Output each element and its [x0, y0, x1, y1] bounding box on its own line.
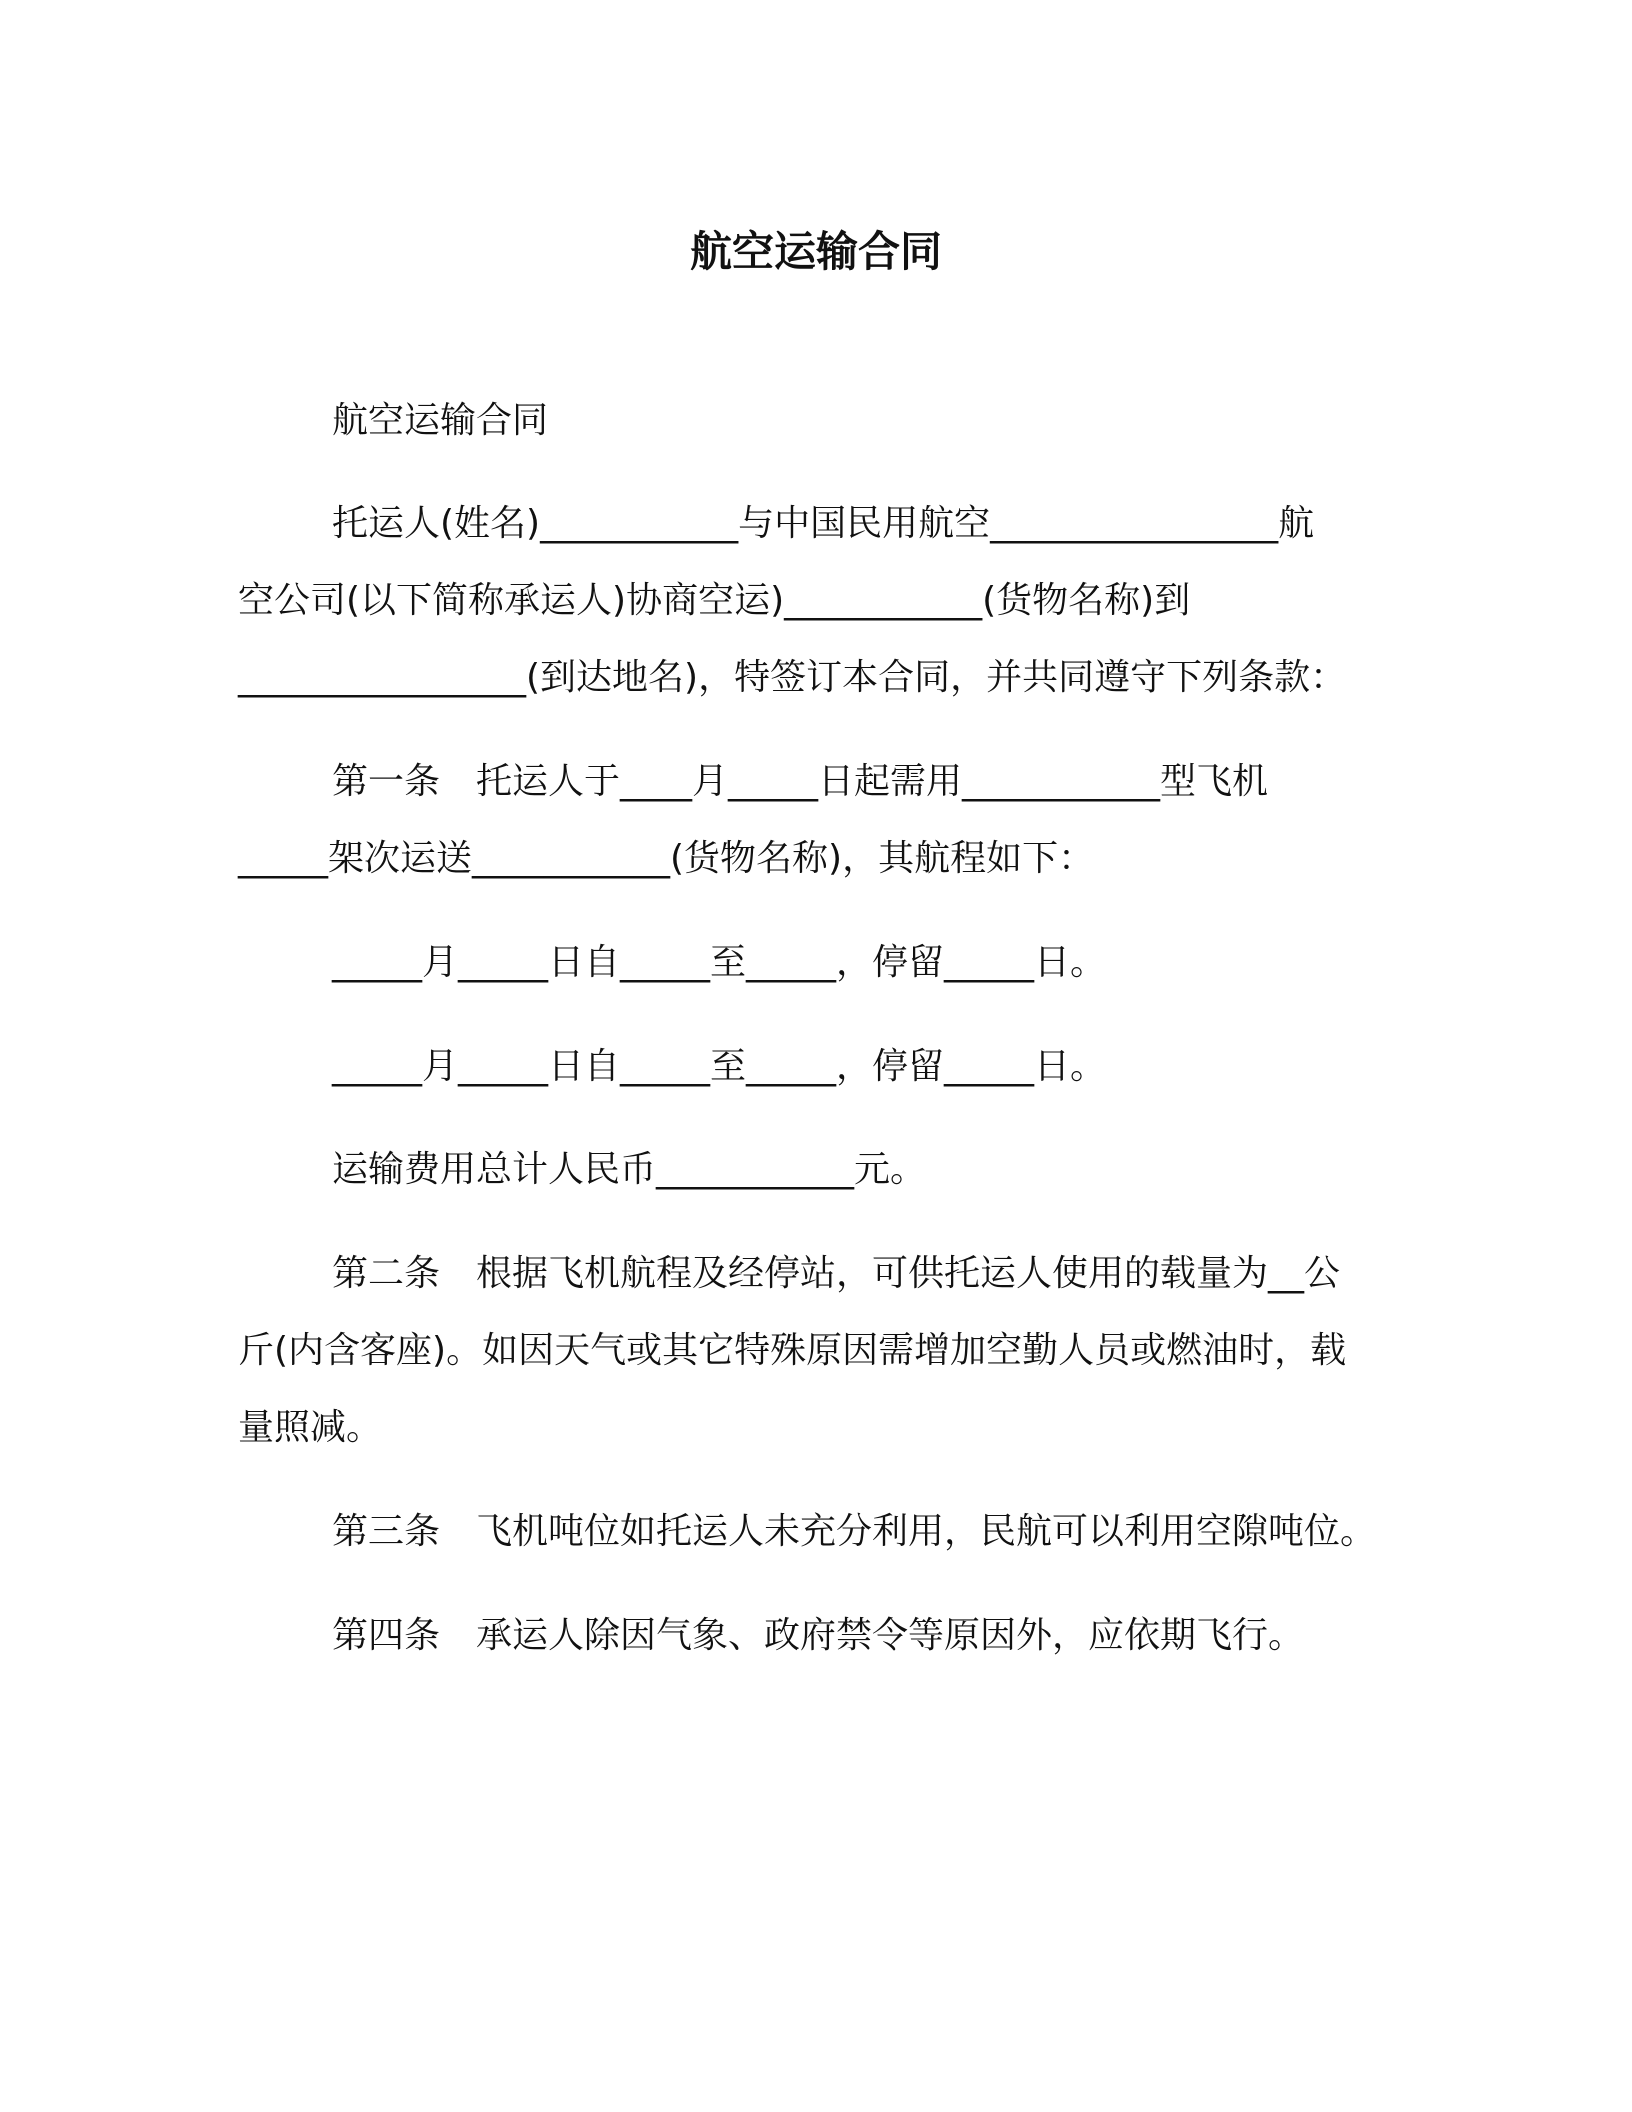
article-2-line-3: 量照减。	[238, 1407, 383, 1448]
article-3-line: 第三条 飞机吨位如托运人未充分利用，民航可以利用空隙吨位。	[332, 1511, 1377, 1552]
article-1-line-1: 第一条 托运人于____月_____日起需用___________型飞机	[332, 761, 1269, 802]
body-line-parties-1: 托运人(姓名)___________与中国民用航空________________航	[332, 503, 1315, 544]
article-2-line-1: 第二条 根据飞机航程及经停站，可供托运人使用的载量为__公	[332, 1253, 1341, 1294]
article-4-line: 第四条 承运人除因气象、政府禁令等原因外，应依期飞行。	[332, 1615, 1305, 1656]
body-line-parties-3: ________________(到达地名)，特签订本合同，并共同遵守下列条款：	[238, 657, 1347, 698]
body-line-parties-2: 空公司(以下简称承运人)协商空运)___________(货物名称)到	[238, 580, 1191, 621]
document-title: 航空运输合同	[689, 227, 942, 276]
route-line-2: _____月_____日自_____至_____，停留_____日。	[332, 1046, 1107, 1087]
article-2-line-2: 斤(内含客座)。如因天气或其它特殊原因需增加空勤人员或燃油时，载	[238, 1330, 1347, 1371]
fee-line: 运输费用总计人民币___________元。	[332, 1149, 927, 1190]
body-line-heading: 航空运输合同	[332, 400, 549, 441]
route-line-1: _____月_____日自_____至_____，停留_____日。	[332, 942, 1107, 983]
article-1-line-2: _____架次运送___________(货物名称)，其航程如下：	[238, 838, 1095, 879]
